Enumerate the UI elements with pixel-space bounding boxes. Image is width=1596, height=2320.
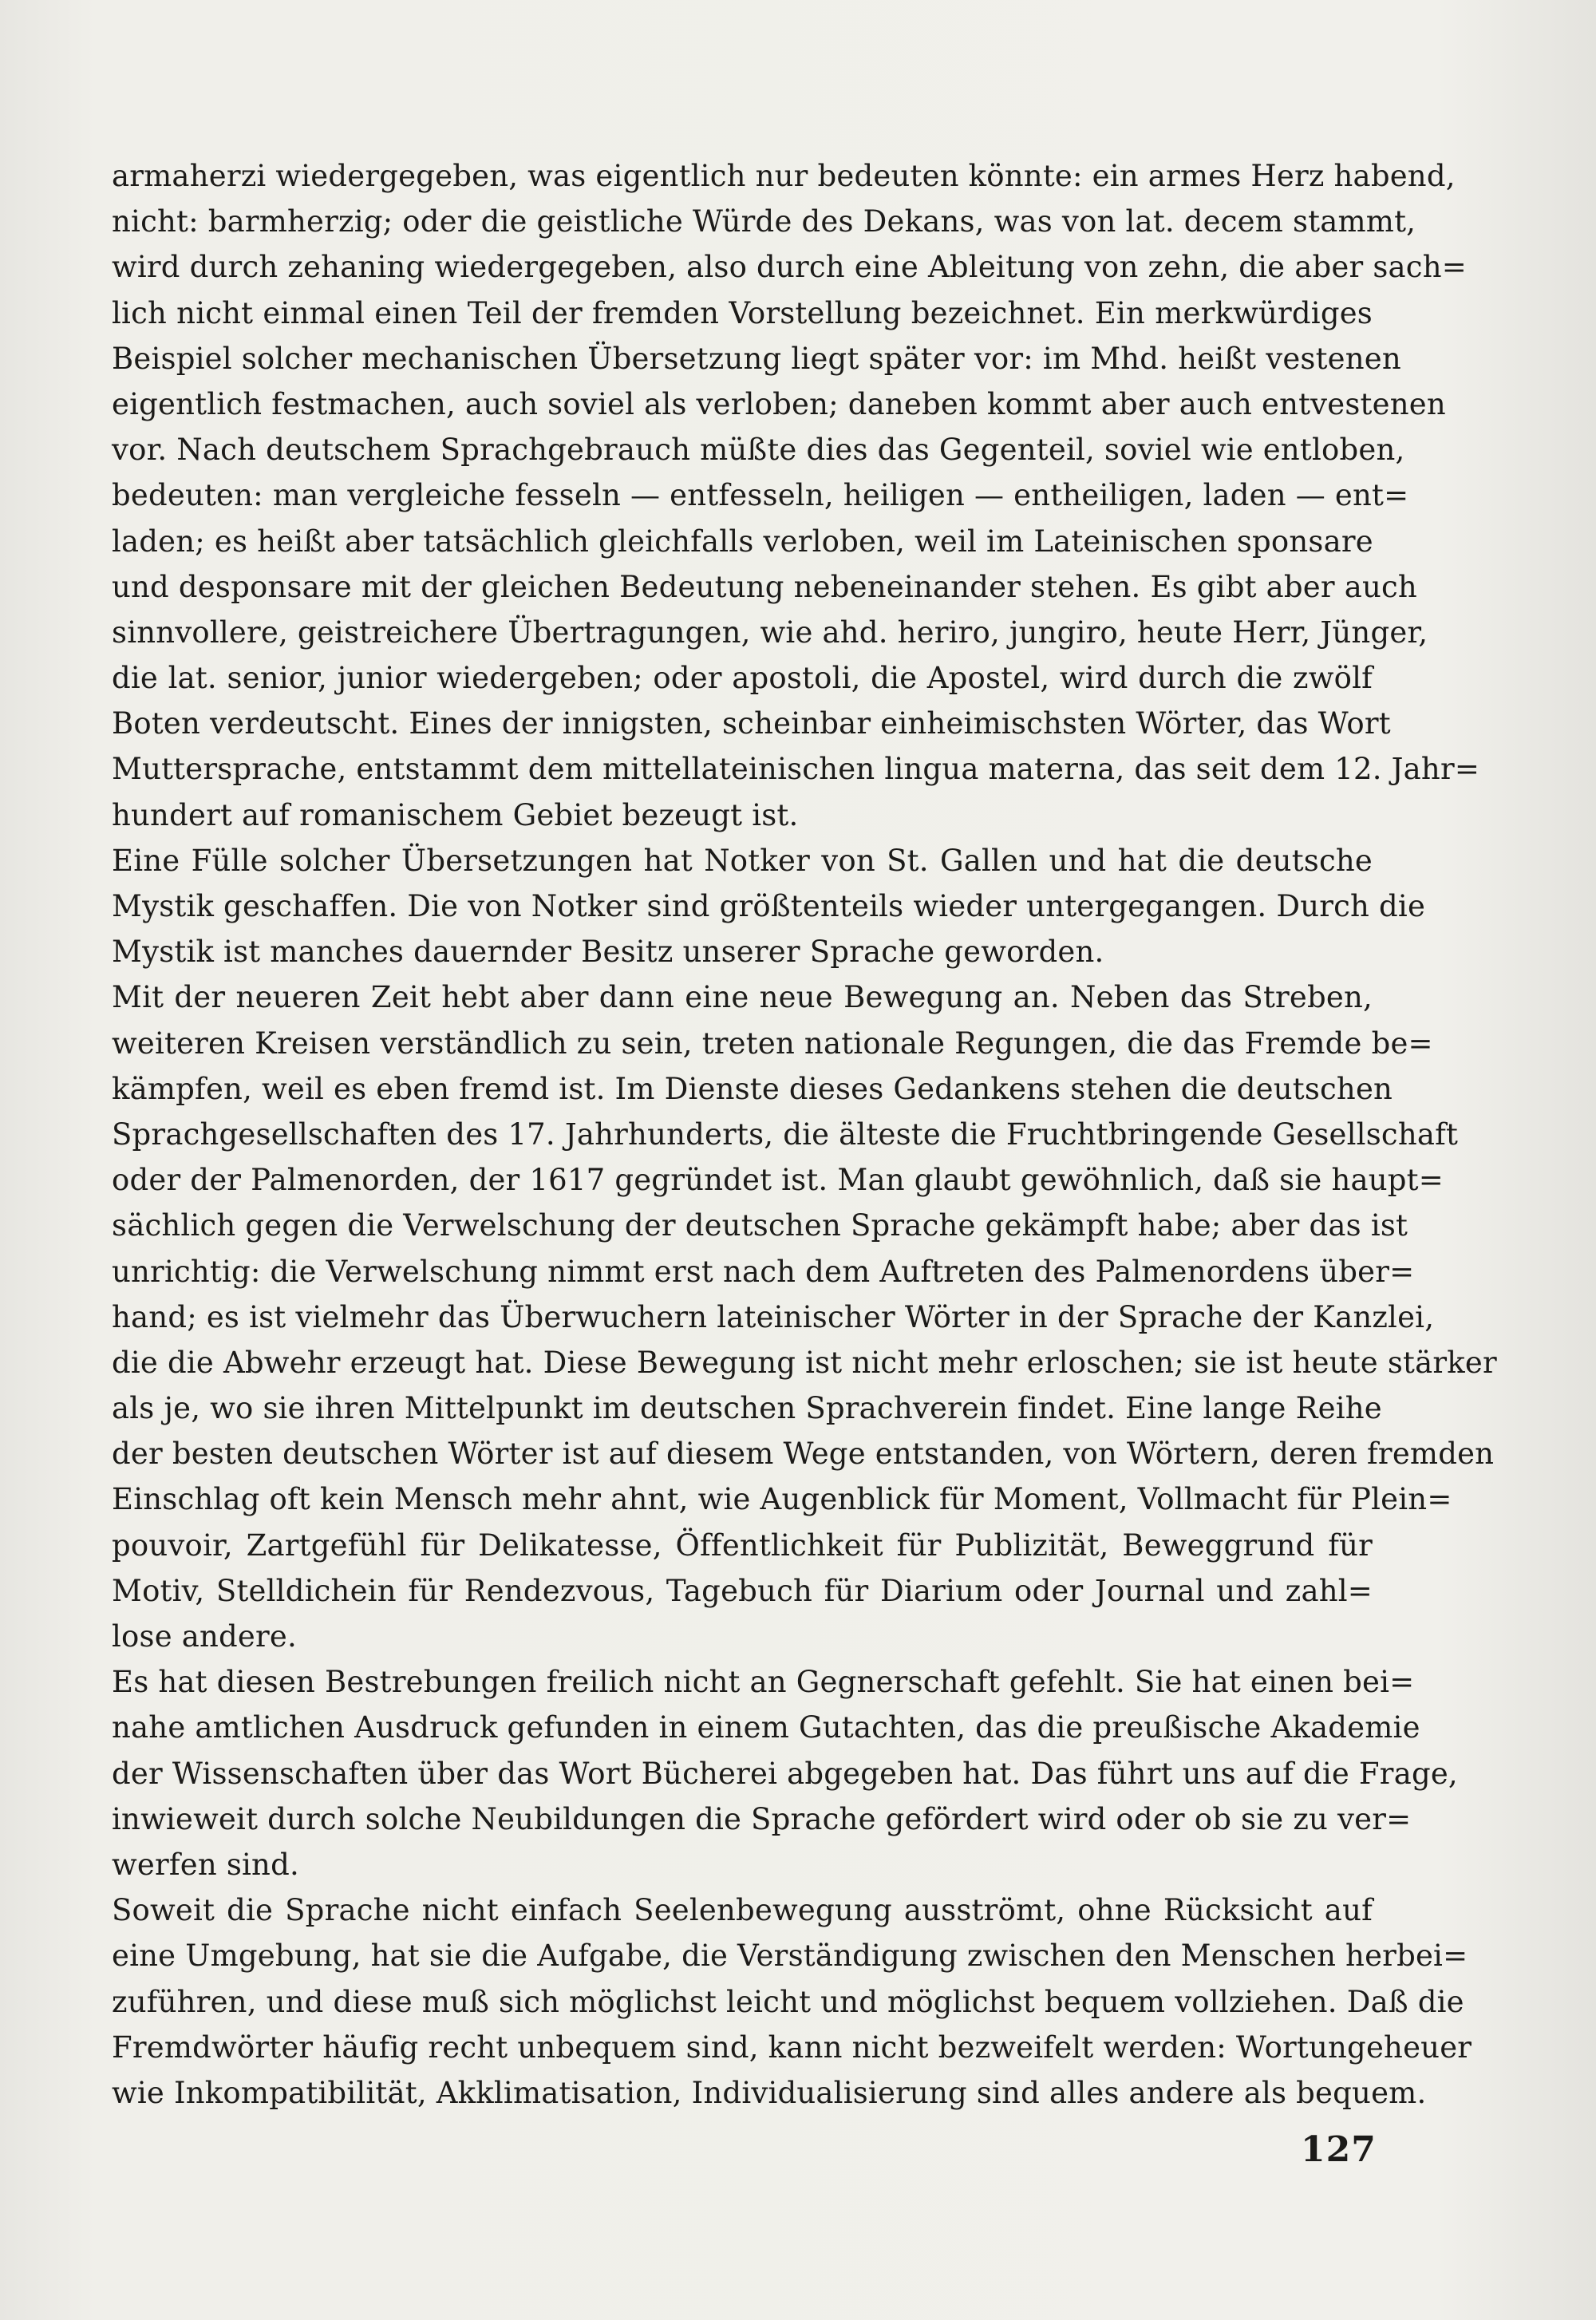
text-line: lich nicht einmal einen Teil der fremden Vorstellung bezeichnet. Ein merkwürdiges (112, 295, 1373, 330)
text-line: werfen sind. (112, 1847, 299, 1882)
text-line: Fremdwörter häufig recht unbequem sind, kann nicht bezweifelt werden: Wortungeheuer (112, 2030, 1472, 2065)
text-line: der Wissenschaften über das Wort Bücherei abgegeben hat. Das führt uns auf die Frage, (112, 1756, 1458, 1791)
text-line: die lat. senior, junior wiedergeben; oder apostoli, die Apostel, wird durch die zwölf (112, 661, 1373, 696)
body-text (112, 153, 1497, 2116)
text-line: wie Inkompatibilität, Akklimatisation, Individualisierung sind alles andere als bequem. (112, 2075, 1427, 2110)
text-line: oder der Palmenorden, der 1617 gegründet ist. Man glaubt gewöhnlich, daß sie haupt= (112, 1163, 1444, 1198)
text-line: Mystik geschaffen. Die von Notker sind größtenteils wieder untergegangen. Durch die (112, 889, 1426, 923)
paragraph (112, 974, 1497, 1659)
text-line: Boten verdeutscht. Eines der innigsten, scheinbar einheimischsten Wörter, das Wort (112, 706, 1391, 741)
text-line: kämpfen, weil es eben fremd ist. Im Dienste dieses Gedankens stehen die deutschen (112, 1071, 1393, 1106)
text-line: weiteren Kreisen verständlich zu sein, treten nationale Regungen, die das Fremde be= (112, 1026, 1433, 1061)
text-line: Sprachgesellschaften des 17. Jahrhunderts, die älteste die Fruchtbringende Gesellschaft (112, 1117, 1459, 1152)
text-line: bedeuten: man vergleiche fesseln — entfesseln, heiligen — entheiligen, laden — ent= (112, 478, 1409, 513)
text-line: Muttersprache, entstammt dem mittellateinischen lingua materna, das seit dem 12. Jahr= (112, 752, 1480, 787)
paragraph (112, 1887, 1472, 2116)
text-line: Eine Fülle solcher Übersetzungen hat Notker von St. Gallen und hat die deutsche (112, 843, 1373, 878)
text-line: Motiv, Stelldichein für Rendezvous, Tagebuch für Diarium oder Journal und zahl= (112, 1573, 1373, 1608)
text-line: eigentlich festmachen, auch soviel als verloben; daneben kommt aber auch entvestenen (112, 386, 1446, 421)
text-line: hundert auf romanischem Gebiet bezeugt ist. (112, 797, 799, 832)
text-line: Einschlag oft kein Mensch mehr ahnt, wie Augenblick für Moment, Vollmacht für Plein= (112, 1482, 1452, 1517)
text-line: sinnvollere, geistreichere Übertragungen, wie ahd. heriro, jungiro, heute Herr, Jünger, (112, 615, 1428, 650)
text-line: vor. Nach deutschem Sprachgebrauch müßte dies das Gegenteil, soviel wie entloben, (112, 433, 1405, 468)
paragraph (112, 838, 1426, 975)
text-line: unrichtig: die Verwelschung nimmt erst nach dem Auftreten des Palmenordens über= (112, 1254, 1415, 1289)
text-line: als je, wo sie ihren Mittelpunkt im deutschen Sprachverein findet. Eine lange Reihe (112, 1391, 1382, 1426)
text-line: lose andere. (112, 1619, 297, 1654)
text-line: die die Abwehr erzeugt hat. Diese Bewegung ist nicht mehr erloschen; sie ist heute stärker (112, 1345, 1497, 1380)
text-line: laden; es heißt aber tatsächlich gleichfalls verloben, weil im Lateinischen sponsare (112, 524, 1373, 559)
paragraph (112, 1659, 1458, 1887)
text-line: inwieweit durch solche Neubildungen die Sprache gefördert wird oder ob sie zu ver= (112, 1801, 1412, 1836)
text-line: eine Umgebung, hat sie die Aufgabe, die Verständigung zwischen den Menschen herbei= (112, 1939, 1468, 1974)
text-line: zuführen, und diese muß sich möglichst leicht und möglichst bequem vollziehen. Daß die (112, 1984, 1464, 2019)
text-line: Soweit die Sprache nicht einfach Seelenbewegung ausströmt, ohne Rücksicht auf (112, 1893, 1373, 1928)
text-line: Beispiel solcher mechanischen Übersetzung liegt später vor: im Mhd. heißt vestenen (112, 341, 1401, 376)
text-line: sächlich gegen die Verwelschung der deutschen Sprache gekämpft habe; aber das ist (112, 1208, 1408, 1243)
text-line: und desponsare mit der gleichen Bedeutung nebeneinander stehen. Es gibt aber auch (112, 569, 1417, 604)
text-line: nicht: barmherzig; oder die geistliche Würde des Dekans, was von lat. decem stammt, (112, 204, 1416, 239)
text-line: Mit der neueren Zeit hebt aber dann eine neue Bewegung an. Neben das Streben, (112, 980, 1373, 1015)
text-line: hand; es ist vielmehr das Überwuchern lateinischer Wörter in der Sprache der Kanzlei, (112, 1299, 1435, 1334)
text-line: Es hat diesen Bestrebungen freilich nicht an Gegnerschaft gefehlt. Sie hat einen bei= (112, 1665, 1415, 1700)
page-number: 127 (1301, 2129, 1377, 2170)
text-line: wird durch zehaning wiedergegeben, also durch eine Ableitung von zehn, die aber sach= (112, 250, 1467, 285)
text-line: nahe amtlichen Ausdruck gefunden in einem Gutachten, das die preußische Akademie (112, 1710, 1420, 1745)
text-line: armaherzi wiedergegeben, was eigentlich nur bedeuten könnte: ein armes Herz habend, (112, 159, 1456, 193)
text-line: der besten deutschen Wörter ist auf diesem Wege entstanden, von Wörtern, deren fremden (112, 1437, 1495, 1472)
text-line: Mystik ist manches dauernder Besitz unserer Sprache geworden. (112, 935, 1104, 970)
text-line: pouvoir, Zartgefühl für Delikatesse, Öffentlichkeit für Publizität, Beweggrund für (112, 1528, 1373, 1563)
paragraph (112, 153, 1480, 838)
